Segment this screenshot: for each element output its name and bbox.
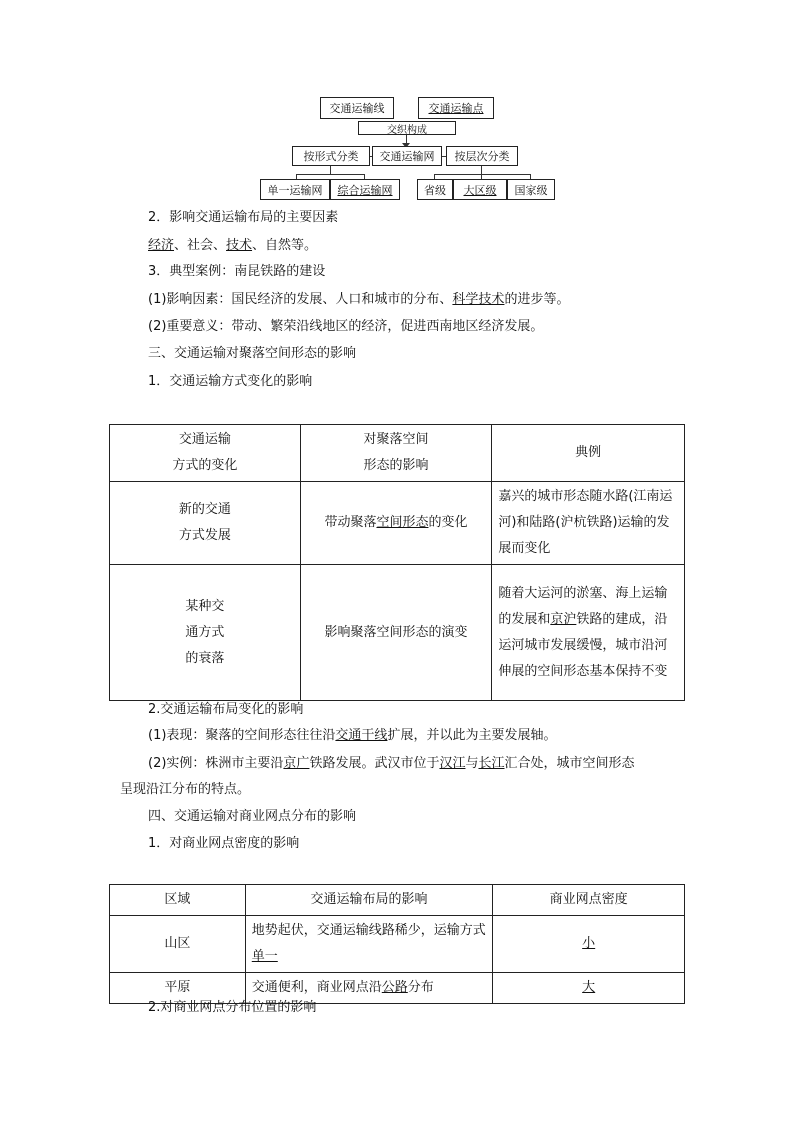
box-integrated-network: 综合运输网 <box>330 179 400 200</box>
part4-sub1: 1．对商业网点密度的影响 <box>148 836 300 851</box>
table-cell: 某种交 通方式 的衰落 <box>110 565 301 701</box>
box-transport-point: 交通运输点 <box>418 97 494 119</box>
header-cell: 对聚落空间 形态的影响 <box>300 425 492 482</box>
table-cell: 地势起伏，交通运输线路稀少，运输方式单一 <box>245 916 493 973</box>
table-cell: 随着大运河的淤塞、海上运输的发展和京沪铁路的建成，沿运河城市发展缓慢，城市沿河伸展的空间形态基本保持不变 <box>492 565 685 701</box>
header-cell: 交通运输 方式的变化 <box>110 425 301 482</box>
box-transport-line: 交通运输线 <box>320 97 394 119</box>
table-row <box>110 916 685 973</box>
part3-sub2: 2.交通运输布局变化的影响 <box>148 702 304 717</box>
table-header-row <box>110 885 685 916</box>
table-cell: 交通便利，商业网点沿公路分布 <box>245 973 493 1004</box>
part3-heading: 三、交通运输对聚落空间形态的影响 <box>148 346 357 361</box>
connector <box>434 174 530 175</box>
box-provincial: 省级 <box>417 179 453 200</box>
connector <box>330 166 331 174</box>
section3-heading: 3．典型案例：南昆铁路的建设 <box>148 264 326 279</box>
header-cell: 交通运输布局的影响 <box>245 885 493 916</box>
table-cell: 影响聚落空间形态的演变 <box>300 565 492 701</box>
header-cell: 典例 <box>492 425 685 482</box>
part4-heading: 四、交通运输对商业网点分布的影响 <box>148 809 357 824</box>
table-row <box>110 565 685 701</box>
commercial-density-table <box>109 884 685 1004</box>
table-row <box>110 482 685 565</box>
section2-heading: 2．影响交通运输布局的主要因素 <box>148 210 339 225</box>
part4-sub2: 2.对商业网点分布位置的影响 <box>148 1000 317 1015</box>
header-cell: 区域 <box>110 885 246 916</box>
box-by-form: 按形式分类 <box>292 146 370 166</box>
connector <box>296 174 364 175</box>
connector <box>370 156 372 157</box>
table-cell: 山区 <box>110 916 246 973</box>
table-cell: 嘉兴的城市形态随水路(江南运河)和陆路(沪杭铁路)运输的发展而变化 <box>492 482 685 565</box>
transport-mode-table <box>109 424 685 701</box>
box-by-level: 按层次分类 <box>446 146 518 166</box>
part3-p2-line2: 呈现沿江分布的特点。 <box>120 782 251 797</box>
connector <box>442 156 446 157</box>
table-cell: 平原 <box>110 973 246 1004</box>
header-cell: 商业网点密度 <box>493 885 685 916</box>
table-cell: 带动聚落空间形态的变化 <box>300 482 492 565</box>
table-header-row <box>110 425 685 482</box>
part3-p1: (1)表现：聚落的空间形态往往沿交通干线扩展，并以此为主要发展轴。 <box>148 728 557 743</box>
box-single-network: 单一运输网 <box>260 179 330 200</box>
section2-factors: 经济、社会、技术、自然等。 <box>148 238 318 253</box>
box-national: 国家级 <box>507 179 555 200</box>
box-transport-network: 交通运输网 <box>372 146 442 166</box>
section3-factors: (1)影响因素：国民经济的发展、人口和城市的分布、科学技术的进步等。 <box>148 292 570 307</box>
table-cell: 大 <box>493 973 685 1004</box>
part3-p2: (2)实例：株洲市主要沿京广铁路发展。武汉市位于汉江与长江汇合处，城市空间形态 <box>148 756 635 771</box>
part3-sub1: 1．交通运输方式变化的影响 <box>148 374 313 389</box>
table-cell: 小 <box>493 916 685 973</box>
section3-significance: (2)重要意义：带动、繁荣沿线地区的经济，促进西南地区经济发展。 <box>148 319 544 334</box>
connector <box>481 166 482 174</box>
box-regional: 大区级 <box>453 179 507 200</box>
table-cell: 新的交通 方式发展 <box>110 482 301 565</box>
box-join-label: 交织构成 <box>358 121 456 135</box>
